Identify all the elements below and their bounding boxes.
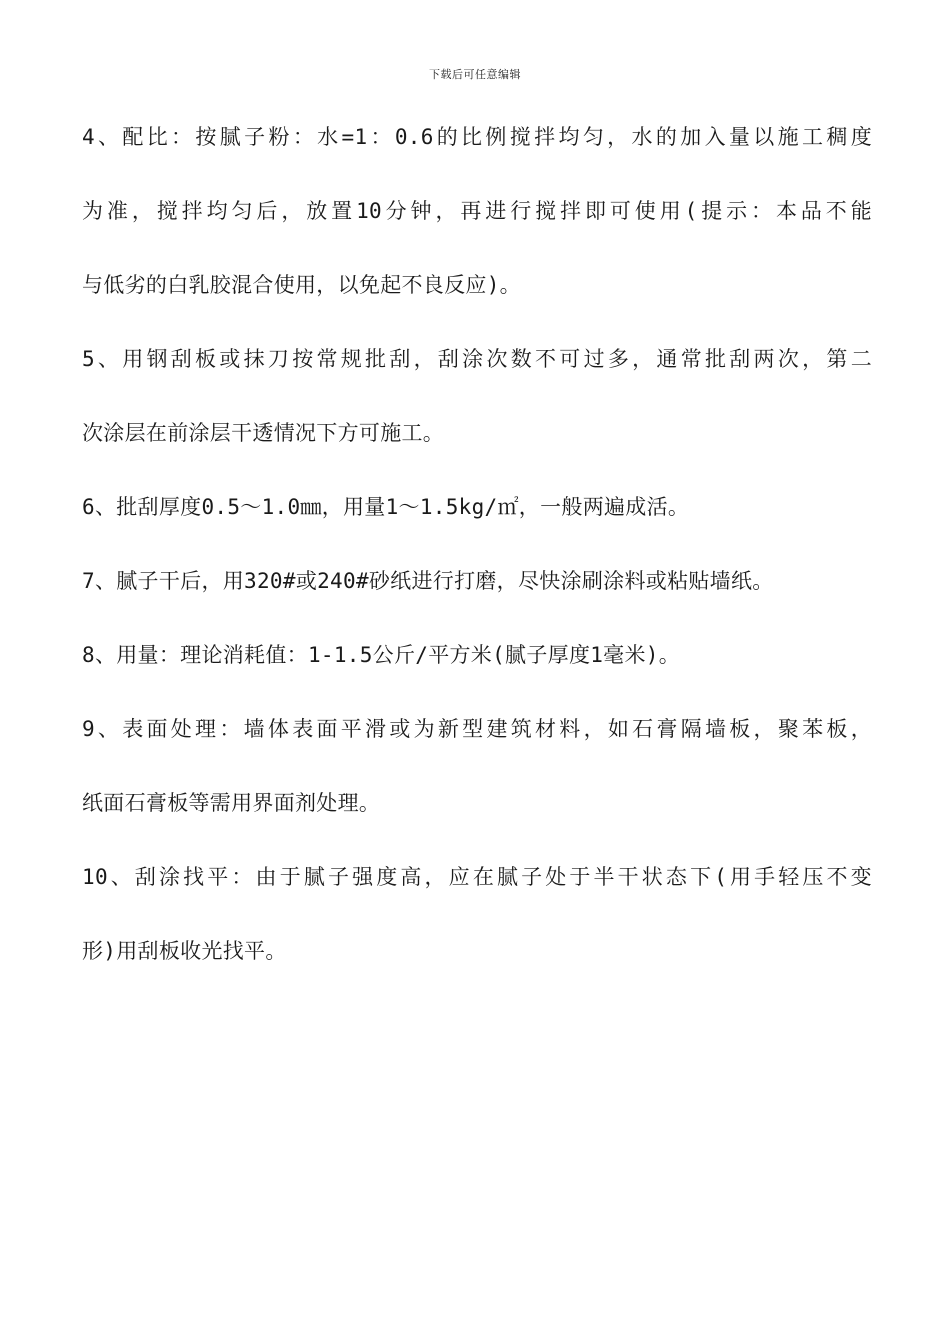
paragraph-item-5 [82,338,872,486]
paragraph-line: 次涂层在前涂层干透情况下方可施工。 [82,421,445,445]
paragraph-item-4 [82,116,872,338]
paragraph-item-8 [82,634,872,708]
paragraph-item-6 [82,486,872,560]
paragraph-line: 7、腻子干后，用320#或240#砂纸进行打磨，尽快涂刷涂料或粘贴墙纸。 [82,569,774,593]
header-note: 下载后可任意编辑 [429,68,521,81]
paragraph-line: 6、批刮厚度0.5～1.0㎜，用量1～1.5kg/㎡，一般两遍成活。 [82,495,690,519]
paragraph-line: 8、用量：理论消耗值：1-1.5公斤/平方米(腻子厚度1毫米)。 [82,643,681,667]
paragraph-line: 4、配比：按腻子粉：水=1：0.6的比例搅拌均匀，水的加入量以施工稠度 [82,125,872,149]
paragraph-item-9 [82,708,872,856]
document-body [82,116,872,1004]
paragraph-line: 为准，搅拌均匀后，放置10分钟，再进行搅拌即可使用(提示：本品不能 [82,199,872,223]
paragraph-line: 9、表面处理：墙体表面平滑或为新型建筑材料，如石膏隔墙板，聚苯板， [82,717,872,741]
paragraph-line: 与低劣的白乳胶混合使用，以免起不良反应)。 [82,273,521,297]
paragraph-item-10 [82,856,872,1004]
paragraph-item-7 [82,560,872,634]
paragraph-line: 形)用刮板收光找平。 [82,939,287,963]
paragraph-line: 10、刮涂找平：由于腻子强度高，应在腻子处于半干状态下(用手轻压不变 [82,865,872,889]
paragraph-line: 纸面石膏板等需用界面剂处理。 [82,791,381,815]
paragraph-line: 5、用钢刮板或抹刀按常规批刮，刮涂次数不可过多，通常批刮两次，第二 [82,347,872,371]
